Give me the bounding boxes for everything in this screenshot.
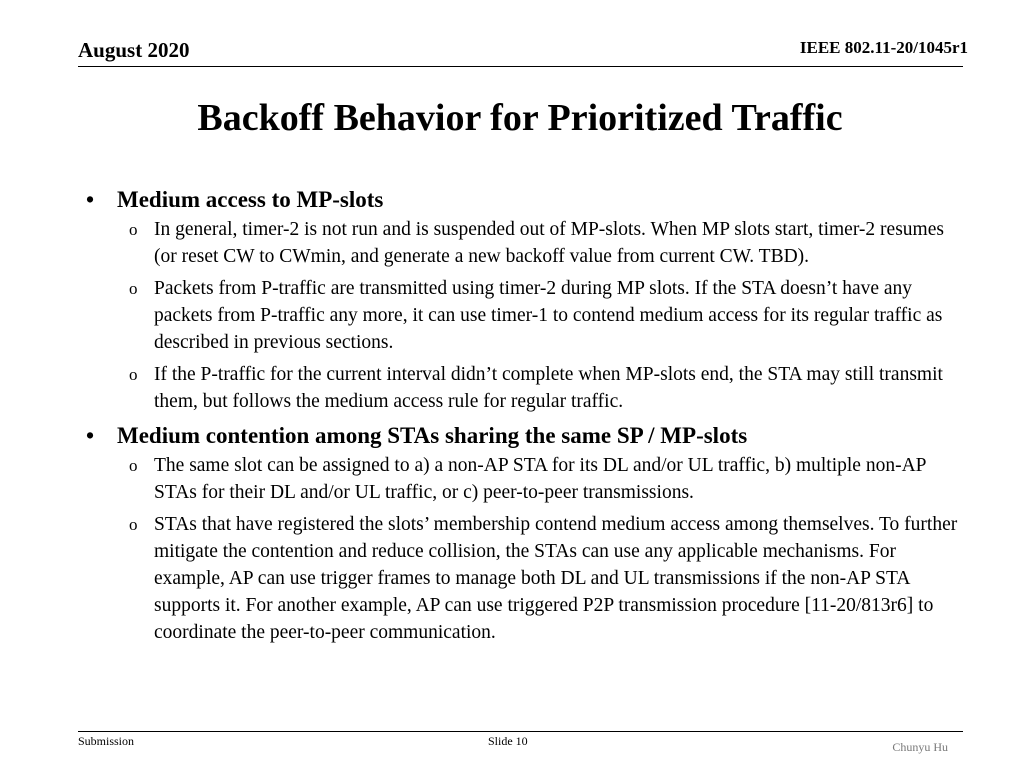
header-doc-id: IEEE 802.11-20/1045r1 [799, 38, 968, 57]
list-item-text: STAs that have registered the slots’ membership contend medium access among themselves. To further mitigate the contention and reduce collision, the STAs can use any applicable mechanisms. For example, AP can use trigger frames to manage both DL and UL transmissions if the non-AP STA supports it. For another example, AP can use triggered P2P transmission procedure [11-20/813r6] to coordinate the peer-to-peer communication. [154, 514, 958, 643]
list-item [82, 275, 962, 356]
list-item [82, 216, 962, 270]
list-item [82, 361, 962, 415]
section-medium-access [82, 184, 962, 415]
footer-author: Chunyu Hu [892, 740, 948, 754]
section-heading [82, 184, 962, 216]
footer-divider [78, 731, 963, 732]
list-item-text: The same slot can be assigned to a) a non-AP STA for its DL and/or UL traffic, b) multiple non-AP STAs for their DL and/or UL traffic, or c) peer-to-peer transmissions. [154, 455, 926, 503]
bullet-circle: o [129, 279, 138, 298]
header-date: August 2020 [78, 38, 190, 62]
section-heading-text: Medium access to MP-slots [117, 187, 384, 212]
bullet-circle: o [129, 365, 138, 384]
header-divider [78, 66, 963, 67]
list-item-text: If the P-traffic for the current interval didn’t complete when MP-slots end, the STA may still transmit them, but follows the medium access rule for regular traffic. [154, 364, 943, 412]
bullet-circle: o [129, 515, 138, 534]
bullet-dot: • [86, 423, 95, 448]
section-heading-text: Medium contention among STAs sharing the same SP / MP-slots [117, 423, 748, 448]
section-medium-contention [82, 420, 962, 646]
footer-submission: Submission [78, 734, 135, 748]
footer-slide-number: Slide 10 [488, 734, 528, 748]
slide-body [82, 184, 962, 651]
list-item-text: Packets from P-traffic are transmitted using timer-2 during MP slots. If the STA doesn’t have any packets from P-traffic any more, it can use timer-1 to contend medium access for its regular traffic as described in previous sections. [154, 278, 943, 353]
bullet-dot: • [86, 187, 95, 212]
slide-title: Backoff Behavior for Prioritized Traffic [197, 97, 843, 139]
bullet-circle: o [129, 456, 138, 475]
section-heading [82, 420, 962, 452]
list-item-text: In general, timer-2 is not run and is suspended out of MP-slots. When MP slots start, timer-2 resumes (or reset CW to CWmin, and generate a new backoff value from current CW. TBD). [154, 219, 944, 267]
list-item [82, 511, 962, 646]
bullet-circle: o [129, 220, 138, 239]
list-item [82, 452, 962, 506]
